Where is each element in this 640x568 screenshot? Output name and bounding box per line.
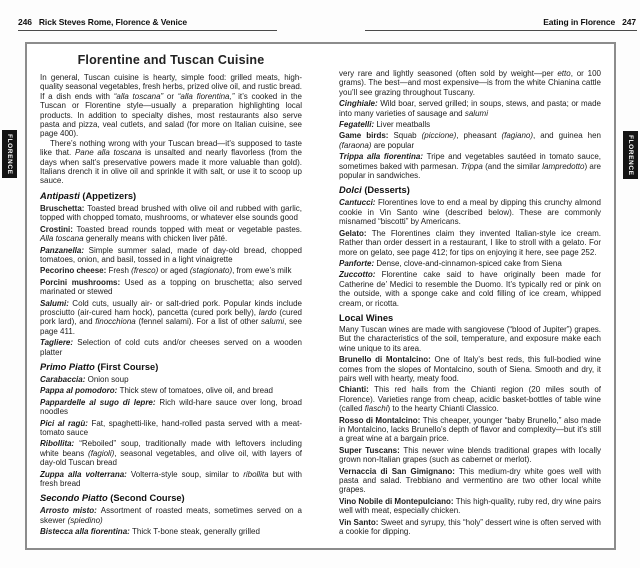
tab-label: FLORENCE [6,133,13,175]
text-run: generally means with chicken liver pâté. [83,234,228,244]
left-column-blocks [40,73,302,537]
paragraph [339,325,601,353]
text-run: Toasted bread brushed with olive oil and rubbed with garlic, topped with chopped tomato, mushrooms, or whatever else sounds good [40,203,302,223]
text-run: Florentine cake said to have originally been made for Catherine de’ Medici to resemble the Duomo. It’s typically red or pink on the outside, with a sponge cake and cold filling of ice cream, whipped cream, or ricotta. [339,270,601,308]
italic-run: etto [557,69,571,78]
text-run: Onion soup [87,374,129,384]
menu-term-item [40,439,302,467]
text-run: , pheasant [456,131,502,141]
term-label: Fegatelli: [339,120,377,130]
text-run: , seasonal vegetables, and olive oil, with layers of day-old Tuscan bread [40,448,302,468]
tab-label: FLORENCE [627,134,634,176]
term-label: Trippa alla fiorentina: [339,152,427,162]
term-label: Panforte: [339,258,377,268]
text-run: Squab [393,131,422,141]
term-label: Cinghiale: [339,99,381,109]
menu-term-item [339,99,601,118]
menu-term-item [40,506,302,525]
menu-term-item [339,270,601,308]
text-run: This cheaper, younger “baby Brunello,” also made in Montalcino, lacks Brunello’s depth of flavor and complexity—but it’s still a great wine at a bargain price. [339,415,601,444]
italic-run: “alla fiorentina,” [177,91,235,101]
term-label: Gelato: [339,228,372,238]
term-label: Chianti: [339,385,375,395]
heading-italian-part: Primo Piatto [40,361,98,372]
term-label: Tagliere: [40,338,78,348]
term-label: Bruschetta: [40,203,88,213]
menu-term-item [339,355,601,383]
text-run: , from ewe’s milk [232,266,292,276]
text-run: very rare and lightly seasoned (often sold by weight—per [339,69,558,78]
heading-roman-part: (Desserts) [364,185,410,196]
text-run: The Florentines claim they invented Italian-style ice cream. Rather than order dessert in a restaurant, I like to stroll with a gelato. For more on gelato, see page 412; for tips on enjoying it here, see page 252. [339,228,601,257]
text-run: Florentines love to end a meal by dipping this crunchy almond cookie in Vin Santo wine (described below). These are commonly misnamed “biscotti” by Americans. [339,198,602,227]
text-run: Toasted bread rounds topped with meat or vegetable pastes. [76,224,302,234]
term-label: Arrosto misto: [40,506,101,516]
text-run: Cold cuts, usually air- or salt-dried pork. Popular kinds include prosciutto (air-cured ham hock), pancetta (cured pork belly), [40,298,302,317]
term-label: Porcini mushrooms: [40,277,125,287]
florence-edge-tab-right [623,131,638,179]
text-run: This red hails from the Chianti region (20 miles south of Florence). Varieties range from cheap, acidic basket-bottles of table wine (called [339,385,602,414]
text-run: This high-quality, ruby red, dry wine pairs well with meat, especially chicken. [339,496,601,516]
text-run: are popular [371,140,415,150]
term-label: Pecorino cheese: [40,266,109,276]
text-run: One of Italy’s best reds, this full-bodied wine comes from the slopes of Montalcino, south of Siena. Smooth and dry, it pairs well with hearty, meaty food. [339,355,601,383]
text-run: Used as a topping on bruschetta; also served marinated or stewed [40,277,302,297]
term-label: Pici al ragù: [40,418,92,428]
text-run: “Reboiled” soup, traditionally made with leftovers including white beans [40,439,302,458]
text-run: Simple summer salad, made of day-old bread, chopped tomatoes, onion, and basil, tossed in a light vinaigrette [40,245,302,264]
right-header-title: Eating in Florence [543,17,616,27]
section-heading [40,493,302,504]
text-run: Many Tuscan wines are made with sangiovese (“blood of Jupiter”) grapes. But the characteristics of the soil, temperature, and exposure make each wine unique to its area. [339,324,601,353]
term-label: Brunello di Montalcino: [339,355,435,365]
paragraph [40,73,302,139]
term-label: Rosso di Montalcino: [339,415,423,425]
italic-run: ribollita [243,469,269,479]
heading-italian-part: Secondo Piatto [40,493,111,504]
text-run: Wild boar, served grilled; in soups, stews, and pasta; or made into many varieties of sausage and [339,99,602,118]
text-run: Volterra-style soup, similar to [130,469,244,479]
term-label: Salumi: [40,298,73,308]
term-label: Vin Santo: [339,517,381,527]
term-label: Game birds: [339,131,394,141]
text-run: or [163,91,178,101]
text-run: it’s cooked in the Tuscan or Florentine style—usually a preparation highlighting local products. In addition to specialty dishes, most restaurants also serve pasta and pizza, veal cutlets, and salad (for more on Italian cuisine, see page 400). [40,91,303,139]
text-run: ) are popular in sandwiches. [339,161,601,181]
menu-term-item [339,446,601,465]
left-page-number: 246 [18,17,32,27]
menu-term-item [339,131,601,150]
text-run: Assortment of roasted meats, sometimes served on a skewer [40,506,302,525]
left-column [40,52,302,542]
paragraph [40,139,302,186]
florence-edge-tab-left [2,130,17,178]
right-column [339,52,601,542]
menu-term-item [339,259,601,268]
right-page-number: 247 [622,17,636,27]
text-run: , see page 411. [40,317,302,336]
menu-term-item [40,398,302,417]
italic-run: (fresco) [131,266,159,276]
heading-roman-part: (First Course) [97,361,159,372]
menu-term-item [339,229,601,257]
menu-term-item [40,225,302,244]
right-running-header [543,17,636,27]
italic-run: lampredotto [542,161,585,171]
section-heading [339,313,601,324]
term-label: Pappardelle al sugo di lepre: [40,397,160,407]
left-header-title: Rick Steves Rome, Florence & Venice [38,17,188,27]
heading-roman-part: Local Wines [339,312,394,323]
italic-run: “alla toscana” [113,91,164,101]
text-run: (fennel salami). For a list of other [135,317,262,327]
paragraph [339,69,601,97]
italic-run: (faraona) [339,140,372,150]
heading-italian-part: Dolci [339,185,365,196]
menu-term-item [40,470,302,489]
italic-run: fiaschi [364,404,388,414]
term-label: Zuccotto: [339,270,382,280]
text-run: , and guinea hen [533,131,601,141]
term-label: Ribollita: [40,439,80,449]
menu-term-item [339,152,601,180]
term-label: Super Tuscans: [339,445,404,455]
term-label: Zuppa alla volterrana: [40,469,131,479]
menu-term-item [40,386,302,395]
left-header-rule [18,30,277,31]
heading-roman-part: (Appetizers) [82,190,137,201]
italic-run: (spiedino) [67,515,103,525]
left-running-header [18,17,187,27]
right-header-rule [365,30,637,31]
italic-run: salumi [464,108,488,118]
text-run: This newer wine blends traditional grapes with locally grown non-Italian grapes (such as cabernet or merlot). [339,445,601,465]
text-run: Tripe and vegetables sautéed in tomato sauce, sometimes baked with parmesan. [339,152,602,171]
text-run: Selection of cold cuts and/or cheeses served on a wooden platter [40,338,302,357]
text-run: Fresh [108,266,132,276]
text-run: or aged [158,266,190,276]
menu-term-item [40,204,302,223]
italic-run: (fagioli) [88,448,115,458]
text-run: Rich wild-hare sauce over long, broad noodles [40,397,302,417]
text-run: In general, Tuscan cuisine is hearty, simple food: grilled meats, high-quality seasonal vegetables, fresh herbs, prized olive oil, and rustic bread. If a dish ends with [40,73,302,101]
term-label: Vernaccia di San Gimignano: [339,466,460,476]
menu-term-item [339,518,601,537]
menu-term-item [339,416,601,444]
italic-run: Alla toscana [40,234,84,244]
menu-term-item [339,198,601,226]
section-heading [339,185,601,196]
menu-term-item [339,497,601,516]
text-run: is unsalted and nearly flavorless (from the days when salt’s preservative powers made it more valuable than gold). Italians drench it in olive oil and sprinkle it with salt, or use it to scoop up sauce. [40,148,303,186]
italic-run: finocchiona [95,317,136,327]
menu-term-item [40,375,302,384]
text-run: This medium-dry white goes well with pasta and salad. Trebbiano and vermentino are two other local white grapes. [339,466,601,495]
term-label: Vino Nobile di Montepulciano: [339,496,456,506]
menu-term-item [339,120,601,129]
section-heading [40,191,302,202]
menu-term-item [40,338,302,357]
italic-run: Pane alla toscana [74,148,142,158]
menu-term-item [40,527,302,536]
text-run: Fat, spaghetti-like, hand-rolled pasta served with a meat-tomato sauce [40,418,302,437]
italic-run: (piccione) [421,131,457,141]
italic-run: (fagiano) [501,131,534,141]
sidebar-title: Florentine and Tuscan Cuisine [77,53,265,67]
cuisine-sidebar-box [25,42,616,550]
heading-italian-part: Antipasti [40,190,83,201]
text-run: Dense, clove-and-cinnamon-spiced cake from Siena [376,258,562,268]
term-label: Crostini: [40,224,77,234]
text-run: but with fresh bread [40,469,303,489]
italic-run: lardo [258,307,277,317]
term-label: Cantucci: [339,198,379,208]
menu-term-item [40,299,302,337]
text-run: Sweet and syrupy, this “holy” dessert wine is often served with a cookie for dipping. [339,517,601,537]
menu-term-item [339,385,601,413]
menu-term-item [40,266,302,275]
text-run: Thick stew of tomatoes, olive oil, and bread [119,386,273,396]
italic-run: Trippa [460,161,483,171]
text-run: , or 100 grams). The best—and most expensive—is from the white Chianina cattle you’ll see grazing throughout Tuscany. [339,69,601,97]
menu-term-item [339,467,601,495]
text-run: Thick T-bone steak, generally grilled [132,527,260,537]
text-run: There’s nothing wrong with your Tuscan bread—it’s supposed to taste like that. [40,138,302,158]
menu-term-item [40,246,302,265]
text-run: ) to the hearty Chianti Classico. [387,404,499,414]
italic-run: (stagionato) [189,266,233,276]
menu-term-item [40,278,302,297]
italic-run: salumi [261,317,285,327]
menu-term-item [40,419,302,438]
text-run: Liver meatballs [376,120,431,130]
term-label: Carabaccia: [40,374,88,384]
heading-roman-part: (Second Course) [110,493,185,504]
term-label: Bistecca alla fiorentina: [40,527,133,537]
term-label: Panzanella: [40,245,89,255]
term-label: Pappa al pomodoro: [40,386,120,396]
text-run: (cured pork lard), and [40,307,302,327]
text-run: (and the similar [482,161,543,171]
section-heading [40,362,302,373]
